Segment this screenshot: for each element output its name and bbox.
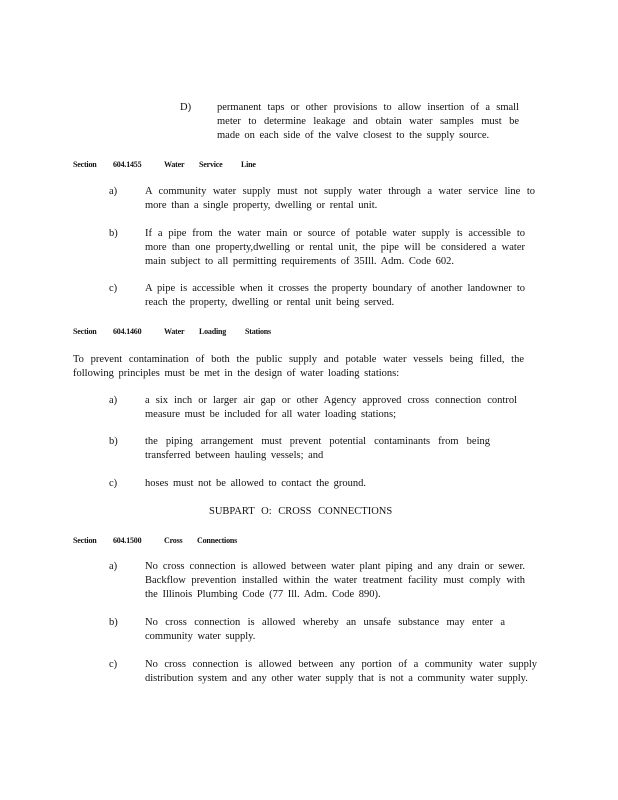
item-text: A community water supply must not supply water through a water service line to more than a single property, dwelling or rental unit. (145, 186, 535, 211)
section-title-word: Cross (164, 536, 183, 545)
section-title-word: Loading (199, 327, 227, 336)
item-label: c) (109, 283, 118, 294)
item-text: No cross connection is allowed between any portion of a community water supply distribution system and any other water supply that is not a community water supply. (145, 659, 537, 684)
item-text: No cross connection is allowed whereby an unsafe substance may enter a community water supply. (145, 617, 505, 642)
section-title-word: Service (199, 160, 223, 169)
item-text: A pipe is accessible when it crosses the property boundary of another landowner to reach the property, dwelling or rental unit being served. (145, 283, 525, 308)
item-label: b) (109, 617, 118, 628)
section-word: Section (73, 327, 97, 336)
item-text: hoses must not be allowed to contact the ground. (145, 478, 367, 489)
section-title-word: Water (164, 160, 185, 169)
item-label: a) (109, 561, 118, 572)
section-title-word: Stations (245, 327, 271, 336)
item-text: a six inch or larger air gap or other Agency approved cross connection control measure must be included for all water loading stations; (145, 395, 517, 420)
item-d-text: permanent taps or other provisions to allow insertion of a small meter to determine leakage and obtain water samples must be made on each side of the valve closest to the supply source. (217, 102, 519, 141)
section-number: 604.1455 (113, 160, 142, 169)
item-label: a) (109, 186, 118, 197)
section-word: Section (73, 160, 97, 169)
section-number: 604.1500 (113, 536, 142, 545)
subpart-title: SUBPART O: CROSS CONNECTIONS (209, 506, 393, 517)
section-title-word: Line (241, 160, 256, 169)
item-text: No cross connection is allowed between water plant piping and any drain or sewer. Backflow prevention installed within the water treatment facility must comply with the Illinois Plumbing Code (77 Ill. Adm. Code 890). (145, 561, 525, 600)
section-title-word: Connections (197, 536, 238, 545)
item-label: b) (109, 436, 118, 447)
item-text: If a pipe from the water main or source of potable water supply is accessible to more than one property,dwelling or rental unit, the pipe will be considered a water main subject to all permitting requirements of 35Ill. Adm. Code 602. (145, 228, 525, 267)
section-number: 604.1460 (113, 327, 142, 336)
item-label: c) (109, 478, 118, 489)
item-label: b) (109, 228, 118, 239)
item-text: the piping arrangement must prevent potential contaminants from being transferred between hauling vessels; and (145, 436, 490, 461)
item-d-label: D) (180, 102, 192, 113)
section-heading-1460 (73, 325, 323, 337)
section-word: Section (73, 536, 97, 545)
item-label: a) (109, 395, 118, 406)
section-title-word: Water (164, 327, 185, 336)
intro-paragraph: To prevent contamination of both the public supply and potable water vessels being filled, the following principles must be met in the design of water loading stations: (73, 354, 524, 379)
item-label: c) (109, 659, 118, 670)
section-heading-1500 (73, 534, 323, 546)
section-heading-1455 (73, 158, 323, 170)
